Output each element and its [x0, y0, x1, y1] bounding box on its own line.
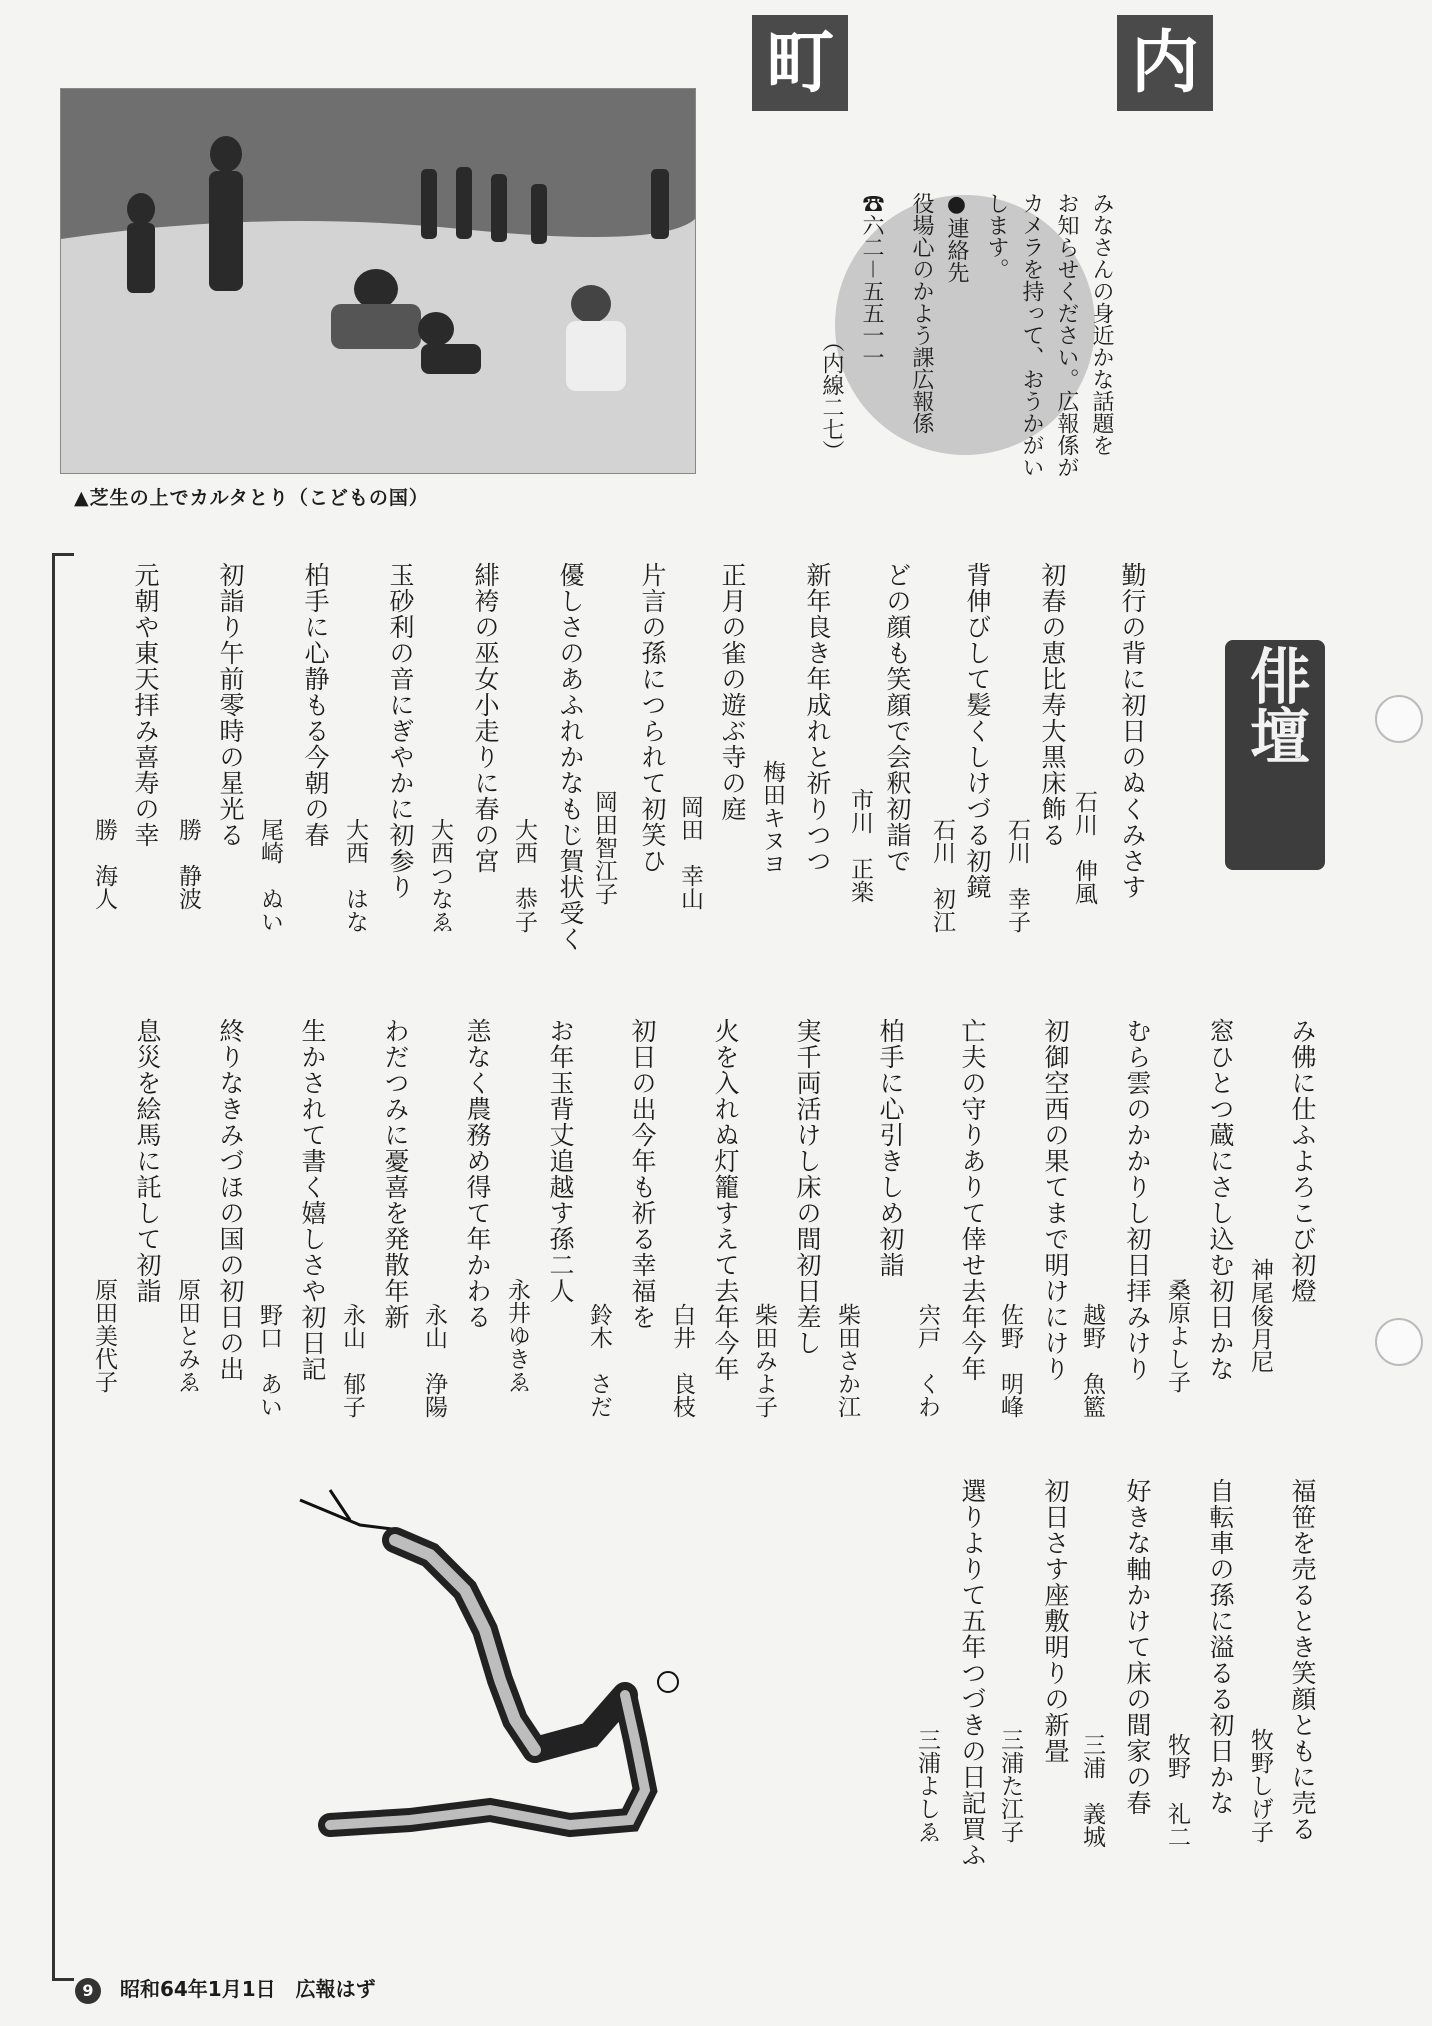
page-footer: [75, 1973, 376, 2004]
column-rule-cap: [52, 1978, 74, 1981]
haiku-text: 優しさのあふれかなもじ賀状受く: [556, 562, 585, 952]
haiku-author: 市川 正楽: [847, 788, 873, 903]
bamboo-illustration: [290, 1480, 710, 1860]
haiku-text: 福笹を売るとき笑顔ともに売る: [1288, 1478, 1317, 1842]
haiku-author: 三浦よしゑ: [914, 1728, 940, 1843]
haiku-text: 柏手に心引きしめ初詣: [876, 1018, 905, 1278]
intro-line: みなさんの身近かな話題を: [1089, 192, 1114, 456]
column-rule: [52, 553, 55, 1981]
haiku-text: 初詣り午前零時の星光る: [216, 562, 245, 848]
intro-contact-dept: 役場心のかよう課広報係: [909, 192, 934, 434]
haiku-author: 白井 良枝: [669, 1303, 695, 1418]
haiku-text: 終りなきみづほの国の初日の出: [216, 1018, 245, 1382]
haiku-text: 片言の孫につられて初笑ひ: [638, 562, 667, 874]
haiku-author: 岡田智江子: [591, 790, 617, 905]
haiku-author: 宍戸 くわ: [914, 1303, 940, 1418]
haiku-text: 亡夫の守りありて倖せ去年今年: [958, 1018, 987, 1382]
haiku-author: 佐野 明峰: [997, 1303, 1023, 1418]
title-char-nai: 内: [1117, 15, 1213, 111]
haiku-text: 実千両活けし床の間初日差し: [793, 1018, 822, 1356]
haiku-author: 大西つなゑ: [427, 818, 453, 933]
haiku-author: 石川 初江: [929, 818, 955, 933]
binder-hole: [1375, 695, 1423, 743]
page-number: 9: [75, 1978, 101, 2004]
haiku-author: 勝 静波: [175, 818, 201, 910]
haiku-text: 勤行の背に初日のぬくみさす: [1118, 562, 1147, 900]
haiku-author: 牧野 礼二: [1164, 1733, 1190, 1848]
haiku-text: 初春の恵比寿大黒床飾る: [1038, 562, 1067, 848]
haiku-author: 神尾俊月尼: [1247, 1258, 1273, 1373]
photo-caption: ▲芝生の上でカルタとり（こどもの国）: [74, 487, 429, 509]
haiku-text: 元朝や東天拝み喜寿の幸: [131, 562, 160, 848]
haiku-author: 永山 郁子: [339, 1303, 365, 1418]
intro-contact-label: ●連絡先: [944, 192, 969, 283]
section-title-haidan: [1225, 640, 1325, 870]
haiku-author: 原田とみゑ: [174, 1278, 200, 1393]
haiku-author: 三浦 義城: [1079, 1733, 1105, 1848]
haiku-text: わだつみに憂喜を発散年新: [381, 1018, 410, 1330]
haiku-author: 三浦た江子: [997, 1728, 1023, 1843]
haiku-text: 自転車の孫に溢るる初日かな: [1206, 1478, 1235, 1816]
haiku-text: 玉砂利の音にぎやかに初参り: [386, 562, 415, 900]
haiku-text: お年玉背丈追越す孫二人: [546, 1018, 575, 1304]
haiku-text: 正月の雀の遊ぶ寺の庭: [718, 562, 747, 822]
haiku-author: 柴田さか江: [834, 1303, 860, 1418]
haiku-author: 永山 浄陽: [421, 1303, 447, 1418]
haiku-author: 石川 幸子: [1004, 818, 1030, 933]
intro-line: します。: [984, 192, 1009, 280]
title-char-machi: 町: [752, 15, 848, 111]
section-title-text: 俳壇: [1240, 645, 1310, 765]
haiku-author: 柴田みよ子: [751, 1303, 777, 1418]
haiku-author: 鈴木 さだ: [586, 1303, 612, 1418]
haiku-author: 原田美代子: [91, 1278, 117, 1393]
haiku-text: み佛に仕ふよろこび初燈: [1288, 1018, 1317, 1304]
binder-hole: [1375, 1318, 1423, 1366]
haiku-author: 大西 恭子: [511, 818, 537, 933]
footer-date: 昭和64年1月1日 広報はず: [119, 1977, 376, 2001]
haiku-author: 越野 魚籃: [1079, 1303, 1105, 1418]
haiku-text: 恙なく農務め得て年かわる: [463, 1018, 492, 1330]
haiku-author: 尾崎 ぬい: [257, 818, 283, 933]
haiku-text: どの顔も笑顔で会釈初詣で: [883, 562, 912, 874]
haiku-text: 緋袴の巫女小走りに春の宮: [471, 562, 500, 874]
haiku-text: 柏手に心静もる今朝の春: [301, 562, 330, 848]
haiku-author: 石川 伸風: [1071, 790, 1097, 905]
intro-line: カメラを持って、おうかがい: [1019, 192, 1044, 478]
haiku-author: 勝 海人: [91, 818, 117, 910]
intro-contact-extension: （内線二七）: [819, 330, 844, 462]
haiku-text: 好きな軸かけて床の間家の春: [1123, 1478, 1152, 1816]
haiku-text: 初日さす座敷明りの新畳: [1041, 1478, 1070, 1764]
haiku-author: 岡田 幸山: [677, 795, 703, 910]
haiku-text: 窓ひとつ蔵にさし込む初日かな: [1206, 1018, 1235, 1382]
haiku-author: 野口 あい: [256, 1303, 282, 1418]
haiku-author: 永井ゆきゑ: [504, 1278, 530, 1393]
haiku-author: 牧野しげ子: [1247, 1728, 1273, 1843]
haiku-text: 新年良き年成れと祈りつつ: [803, 562, 832, 874]
haiku-text: 選りよりて五年つづきの日記買ふ: [958, 1478, 987, 1868]
intro-line: お知らせください。広報係が: [1054, 192, 1079, 478]
column-rule-cap: [52, 553, 74, 556]
haiku-text: 火を入れぬ灯籠すえて去年今年: [711, 1018, 740, 1382]
haiku-text: 背伸びして髪くしけづる初鏡: [963, 562, 992, 900]
haiku-author: 大西 はな: [342, 818, 368, 933]
haiku-author: 桑原よし子: [1164, 1278, 1190, 1393]
haiku-author: 梅田キヌヨ: [759, 760, 785, 875]
haiku-text: 息災を絵馬に託して初詣: [133, 1018, 162, 1304]
photo-karuta: [60, 88, 696, 474]
haiku-text: むら雲のかかりし初日拝みけり: [1123, 1018, 1152, 1382]
intro-contact-phone: ☎六二－五五一一: [859, 192, 884, 369]
haiku-text: 初日の出今年も祈る幸福を: [628, 1018, 657, 1330]
haiku-text: 生かされて書く嬉しさや初日記: [298, 1018, 327, 1382]
haiku-text: 初御空西の果てまで明けにけり: [1041, 1018, 1070, 1382]
